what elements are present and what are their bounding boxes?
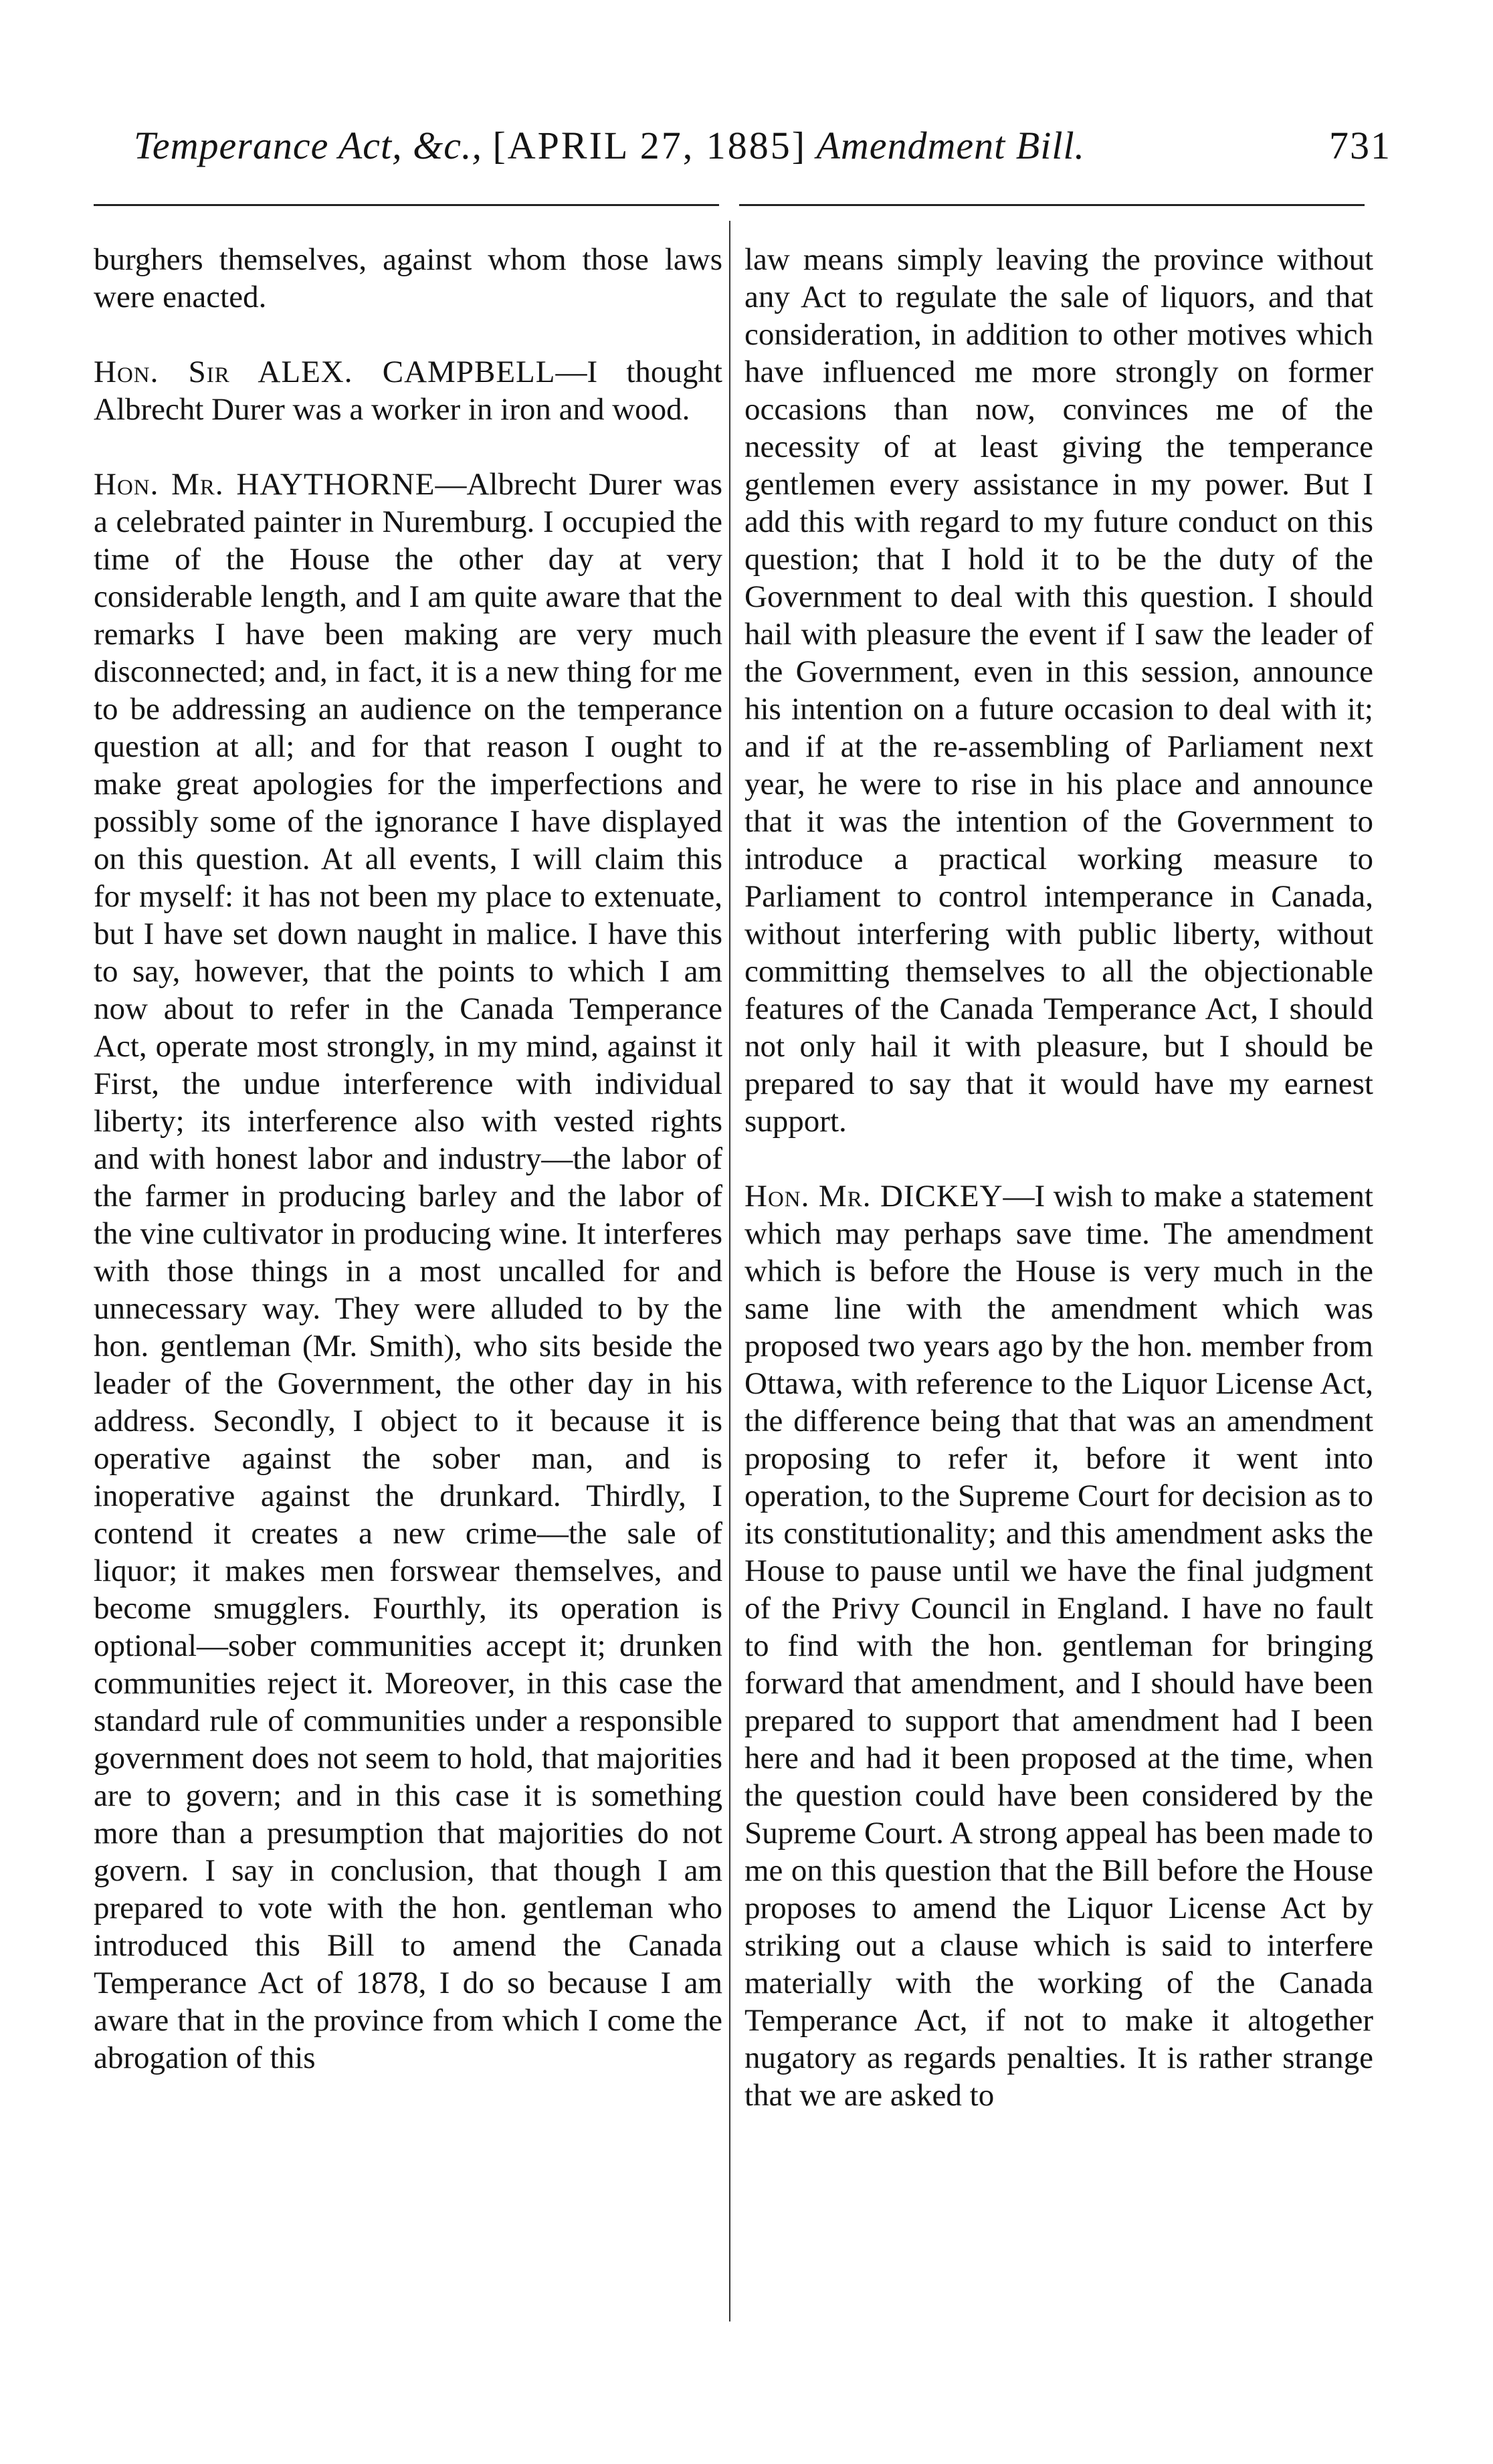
running-head-date: [APRIL 27, 1885] [492, 124, 807, 167]
running-head-title [134, 119, 1085, 173]
speaker-name: Hon. Mr. HAYTHORNE [94, 467, 435, 502]
header-rule-left [94, 204, 719, 206]
running-head [134, 119, 1391, 173]
running-head-right-title: Amendment Bill. [816, 124, 1086, 167]
speech-haythorne [94, 466, 722, 2077]
paragraph-continuation [744, 241, 1373, 1140]
paragraph-continuation [94, 241, 722, 316]
paragraph-text: burghers themselves, against whom those laws were enacted. [94, 242, 722, 314]
running-head-left-title: Temperance Act, &c., [134, 124, 482, 167]
speech-text: —I thought Albrecht Durer was a worker in iron and wood. [94, 355, 722, 427]
right-column [744, 241, 1373, 2114]
speech-campbell [94, 353, 722, 428]
speech-dickey [744, 1177, 1373, 2114]
speaker-name: Hon. Sir ALEX. CAMPBELL [94, 355, 556, 389]
paragraph-text: law means simply leaving the province without any Act to regulate the sale of liquors, and that consideration, in addition to other motives which have influenced me more strongly on former occasions than now, convinces me of the necessity of at least giving the temperance gentlemen every assistance in my power. But I add this with regard to my future conduct on this question; that I hold it to be the duty of the Government to deal with this question. I should hail with pleasure the event if I saw the leader of the Government, even in this session, announce his intention on a future occasion to deal with it; and if at the re-assembling of Parliament next year, he were to rise in his place and announce that it was the intention of the Government to introduce a practical working measure to Parliament to control intemperance in Canada, without interfering with public liberty, without committing themselves to all the objectionable features of the Canada Temperance Act, I should not only hail it with pleasure, but I should be prepared to say that it would have my earnest support. [744, 242, 1373, 1139]
speech-text: —I wish to make a statement which may perhaps save time. The amendment which is before the House is very much in the same line with the amendment which was proposed two years ago by the hon. member from Ottawa, with reference to the Liquor License Act, the difference being that that was an amendment proposing to refer it, before it went into operation, to the Supreme Court for decision as to its constitutionality; and this amendment asks the House to pause until we have the final judgment of the Privy Council in England. I have no fault to find with the hon. gentleman for bringing forward that amendment, and I should have been prepared to support that amendment had I been here and had it been proposed at the time, when the question could have been considered by the Supreme Court. A strong appeal has been made to me on this question that the Bill before the House proposes to amend the Liquor License Act by striking out a clause which is said to interfere materially with the working of the Canada Temperance Act, if not to make it altogether nugatory as regards penalties. It is rather strange that we are asked to [744, 1179, 1373, 2113]
left-column [94, 241, 722, 2077]
page-number: 731 [1329, 124, 1391, 167]
column-divider [729, 221, 730, 2321]
header-rule-right [739, 204, 1365, 206]
speech-text: —Albrecht Durer was a celebrated painter in Nuremburg. I occupied the time of the House the other day at very considerable length, and I am quite aware that the remarks I have been making are very much disconnected; and, in fact, it is a new thing for me to be addressing an audience on the temperance question at all; and for that reason I ought to make great apologies for the imperfections and possibly some of the ignorance I have displayed on this question. At all events, I will claim this for myself: it has not been my place to extenuate, but I have set down naught in malice. I have this to say, however, that the points to which I am now about to refer in the Canada Temperance Act, operate most strongly, in my mind, against it First, the undue interference with individual liberty; its interference also with vested rights and with honest labor and industry—the labor of the farmer in producing barley and the labor of the vine cultivator in producing wine. It interferes with those things in a most uncalled for and unnecessary way. They were alluded to by the hon. gentleman (Mr. Smith), who sits beside the leader of the Government, the other day in his address. Secondly, I object to it because it is operative against the sober man, and is inoperative against the drunkard. Thirdly, I contend it creates a new crime—the sale of liquor; it makes men forswear themselves, and become smugglers. Fourthly, its operation is optional—sober communities accept it; drunken communities reject it. Moreover, in this case the standard rule of communities under a responsible government does not seem to hold, that majorities are to govern; and in this case it is something more than a presumption that majorities do not govern. I say in conclusion, that though I am prepared to vote with the hon. gentleman who introduced this Bill to amend the Canada Temperance Act of 1878, I do so because I am aware that in the province from which I come the abrogation of this [94, 467, 722, 2075]
speaker-name: Hon. Mr. DICKEY [744, 1179, 1003, 1214]
